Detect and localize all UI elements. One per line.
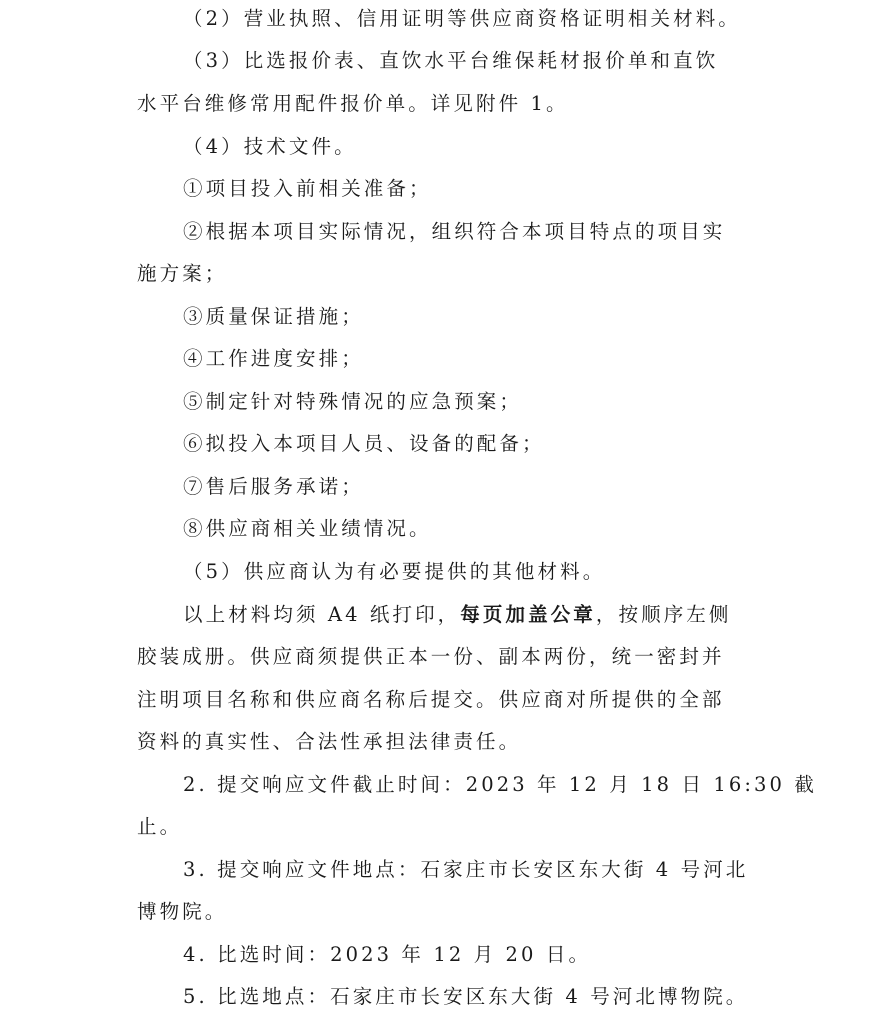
- stamp-requirement-emphasis: 每页加盖公章: [460, 603, 596, 626]
- item-5-other-materials: （5）供应商认为有必要提供的其他材料。: [183, 560, 606, 583]
- tech-item-5: ⑤制定针对特殊情况的应急预案；: [183, 390, 523, 413]
- printing-requirement-line2: 胶装成册。供应商须提供正本一份、副本两份，统一密封并: [137, 645, 725, 668]
- tech-item-7: ⑦售后服务承诺；: [183, 475, 364, 498]
- submission-location-line1: 3. 提交响应文件地点：石家庄市长安区东大街 4 号河北: [183, 858, 749, 881]
- tech-item-4: ④工作进度安排；: [183, 347, 364, 370]
- item-2-business-license: （2）营业执照、信用证明等供应商资格证明相关材料。: [183, 7, 741, 30]
- tech-item-2-line1: ②根据本项目实际情况，组织符合本项目特点的项目实: [183, 220, 726, 243]
- printing-text-a: 以上材料均须 A4 纸打印，: [183, 603, 461, 626]
- tech-item-2-line2: 施方案；: [137, 262, 228, 285]
- deadline-line1: 2. 提交响应文件截止时间：2023 年 12 月 18 日 16:30 截: [183, 773, 817, 796]
- selection-location: 5. 比选地点：石家庄市长安区东大街 4 号河北博物院。: [183, 985, 749, 1008]
- printing-requirement-line3: 注明项目名称和供应商名称后提交。供应商对所提供的全部: [137, 688, 725, 711]
- item-3-quote-sheet-line2: 水平台维修常用配件报价单。详见附件 1。: [137, 92, 569, 115]
- item-3-quote-sheet-line1: （3）比选报价表、直饮水平台维保耗材报价单和直饮: [183, 49, 719, 72]
- printing-text-b: ，按顺序左侧: [595, 603, 732, 626]
- submission-location-line2: 博物院。: [137, 900, 228, 923]
- tech-item-8: ⑧供应商相关业绩情况。: [183, 517, 432, 540]
- tech-item-3: ③质量保证措施；: [183, 305, 364, 328]
- printing-requirement-line4: 资料的真实性、合法性承担法律责任。: [137, 730, 522, 753]
- deadline-line2: 止。: [137, 815, 183, 838]
- printing-requirement-line1: [183, 600, 732, 630]
- tech-item-6: ⑥拟投入本项目人员、设备的配备；: [183, 432, 545, 455]
- tech-item-1: ①项目投入前相关准备；: [183, 177, 432, 200]
- item-4-technical-docs: （4）技术文件。: [183, 135, 357, 158]
- selection-time: 4. 比选时间：2023 年 12 月 20 日。: [183, 943, 592, 966]
